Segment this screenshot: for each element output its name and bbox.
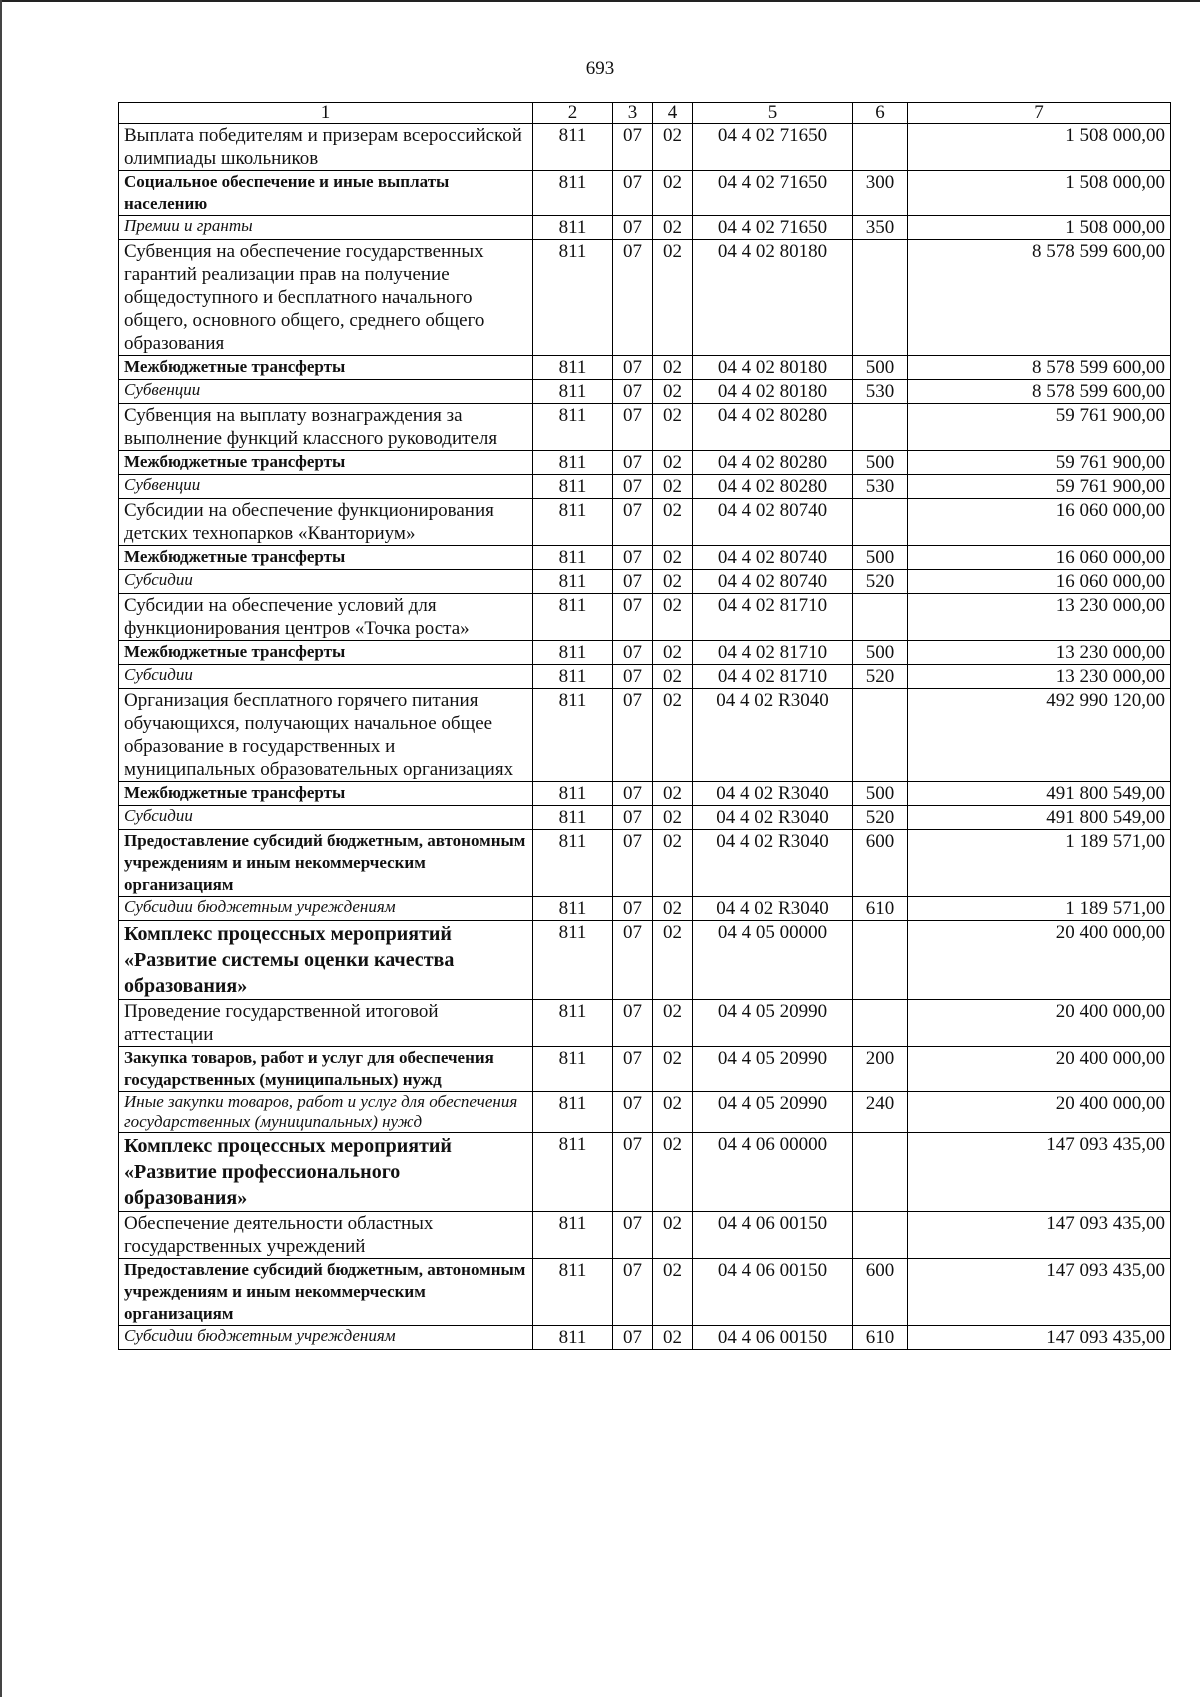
code-section: 07 [613,1000,653,1047]
code-expense-type: 520 [853,665,908,689]
code-expense-type: 520 [853,806,908,830]
code-target-article: 04 4 06 00150 [693,1259,853,1326]
header-cell: 7 [908,103,1171,124]
header-cell: 6 [853,103,908,124]
code-section: 07 [613,546,653,570]
code-subsection: 02 [653,782,693,806]
table-row [119,124,1171,171]
code-target-article: 04 4 02 80740 [693,570,853,594]
row-amount: 16 060 000,00 [908,570,1171,594]
row-description: Комплекс процессных мероприятий «Развитие профессионального образования» [119,1133,533,1212]
code-subsection: 02 [653,1212,693,1259]
code-section: 07 [613,451,653,475]
code-section: 07 [613,1212,653,1259]
table-row [119,689,1171,782]
code-ministry: 811 [533,1326,613,1350]
code-expense-type [853,404,908,451]
code-section: 07 [613,782,653,806]
header-cell: 4 [653,103,693,124]
header-cell: 5 [693,103,853,124]
code-subsection: 02 [653,1000,693,1047]
code-ministry: 811 [533,380,613,404]
table-row [119,1092,1171,1133]
table-row [119,570,1171,594]
code-ministry: 811 [533,356,613,380]
table-row [119,921,1171,1000]
table-row [119,1212,1171,1259]
code-ministry: 811 [533,689,613,782]
row-description: Субсидии [119,806,533,830]
row-amount: 13 230 000,00 [908,665,1171,689]
code-ministry: 811 [533,665,613,689]
row-description: Субсидии бюджетным учреждениям [119,897,533,921]
code-subsection: 02 [653,124,693,171]
code-section: 07 [613,1047,653,1092]
code-target-article: 04 4 02 71650 [693,216,853,240]
code-ministry: 811 [533,830,613,897]
budget-table [118,102,1171,1350]
code-ministry: 811 [533,1047,613,1092]
row-amount: 147 093 435,00 [908,1133,1171,1212]
code-target-article: 04 4 02 71650 [693,171,853,216]
code-subsection: 02 [653,451,693,475]
table-row [119,240,1171,356]
row-description: Субсидии бюджетным учреждениям [119,1326,533,1350]
row-amount: 1 508 000,00 [908,124,1171,171]
code-section: 07 [613,1326,653,1350]
code-section: 07 [613,897,653,921]
code-section: 07 [613,356,653,380]
row-description: Премии и гранты [119,216,533,240]
code-target-article: 04 4 02 80180 [693,240,853,356]
code-target-article: 04 4 02 R3040 [693,689,853,782]
row-description: Социальное обеспечение и иные выплаты населению [119,171,533,216]
code-target-article: 04 4 05 20990 [693,1000,853,1047]
code-subsection: 02 [653,830,693,897]
code-target-article: 04 4 06 00150 [693,1212,853,1259]
code-section: 07 [613,830,653,897]
code-ministry: 811 [533,1092,613,1133]
table-row [119,782,1171,806]
row-amount: 8 578 599 600,00 [908,380,1171,404]
table-row [119,665,1171,689]
code-section: 07 [613,124,653,171]
row-description: Закупка товаров, работ и услуг для обеспечения государственных (муниципальных) нужд [119,1047,533,1092]
row-description: Межбюджетные трансферты [119,782,533,806]
code-expense-type: 530 [853,475,908,499]
table-row [119,356,1171,380]
row-amount: 20 400 000,00 [908,921,1171,1000]
row-description: Предоставление субсидий бюджетным, автономным учреждениям и иным некоммерческим организациям [119,830,533,897]
code-expense-type: 520 [853,570,908,594]
table-body [119,124,1171,1350]
code-target-article: 04 4 02 80280 [693,451,853,475]
row-description: Субсидии [119,665,533,689]
header-cell: 3 [613,103,653,124]
row-description: Предоставление субсидий бюджетным, автономным учреждениям и иным некоммерческим организациям [119,1259,533,1326]
code-subsection: 02 [653,806,693,830]
table-row [119,1133,1171,1212]
row-amount: 1 508 000,00 [908,171,1171,216]
code-target-article: 04 4 02 81710 [693,594,853,641]
code-subsection: 02 [653,240,693,356]
code-subsection: 02 [653,356,693,380]
code-subsection: 02 [653,641,693,665]
table-row [119,216,1171,240]
code-ministry: 811 [533,641,613,665]
code-ministry: 811 [533,594,613,641]
code-section: 07 [613,806,653,830]
code-expense-type [853,1000,908,1047]
code-expense-type: 530 [853,380,908,404]
table-row [119,380,1171,404]
code-subsection: 02 [653,171,693,216]
row-amount: 20 400 000,00 [908,1000,1171,1047]
row-amount: 8 578 599 600,00 [908,356,1171,380]
page-number: 693 [585,58,615,79]
code-subsection: 02 [653,689,693,782]
row-amount: 147 093 435,00 [908,1212,1171,1259]
code-section: 07 [613,216,653,240]
code-section: 07 [613,240,653,356]
code-ministry: 811 [533,499,613,546]
table-row [119,1326,1171,1350]
code-expense-type: 200 [853,1047,908,1092]
row-amount: 491 800 549,00 [908,806,1171,830]
row-amount: 492 990 120,00 [908,689,1171,782]
code-section: 07 [613,641,653,665]
row-amount: 147 093 435,00 [908,1259,1171,1326]
code-ministry: 811 [533,171,613,216]
table-row [119,641,1171,665]
row-description: Субвенция на выплату вознаграждения за выполнение функций классного руководителя [119,404,533,451]
table-row [119,1000,1171,1047]
code-target-article: 04 4 02 81710 [693,641,853,665]
table-row [119,546,1171,570]
code-subsection: 02 [653,404,693,451]
code-subsection: 02 [653,897,693,921]
code-subsection: 02 [653,546,693,570]
table-row [119,830,1171,897]
row-amount: 1 189 571,00 [908,830,1171,897]
code-subsection: 02 [653,380,693,404]
row-description: Межбюджетные трансферты [119,356,533,380]
row-amount: 1 189 571,00 [908,897,1171,921]
code-expense-type: 500 [853,641,908,665]
table-row [119,499,1171,546]
code-target-article: 04 4 02 80180 [693,356,853,380]
code-section: 07 [613,689,653,782]
code-expense-type: 500 [853,546,908,570]
code-subsection: 02 [653,1047,693,1092]
code-ministry: 811 [533,1133,613,1212]
code-subsection: 02 [653,499,693,546]
code-section: 07 [613,404,653,451]
code-ministry: 811 [533,570,613,594]
row-description: Субсидии на обеспечение условий для функционирования центров «Точка роста» [119,594,533,641]
row-amount: 13 230 000,00 [908,594,1171,641]
code-expense-type: 300 [853,171,908,216]
row-amount: 491 800 549,00 [908,782,1171,806]
code-section: 07 [613,921,653,1000]
row-description: Организация бесплатного горячего питания обучающихся, получающих начальное общее образование в государственных и муниципальных образовательных организациях [119,689,533,782]
row-description: Субсидии [119,570,533,594]
row-description: Комплекс процессных мероприятий «Развитие системы оценки качества образования» [119,921,533,1000]
row-description: Межбюджетные трансферты [119,641,533,665]
code-ministry: 811 [533,1212,613,1259]
table-row [119,897,1171,921]
row-amount: 1 508 000,00 [908,216,1171,240]
code-target-article: 04 4 02 80280 [693,475,853,499]
code-subsection: 02 [653,665,693,689]
code-ministry: 811 [533,451,613,475]
code-subsection: 02 [653,1133,693,1212]
table-row [119,475,1171,499]
code-subsection: 02 [653,475,693,499]
code-section: 07 [613,1133,653,1212]
code-expense-type: 610 [853,897,908,921]
code-expense-type [853,594,908,641]
code-expense-type [853,124,908,171]
code-ministry: 811 [533,216,613,240]
row-description: Субвенции [119,380,533,404]
table-row [119,451,1171,475]
code-section: 07 [613,171,653,216]
code-expense-type: 610 [853,1326,908,1350]
code-expense-type [853,499,908,546]
code-expense-type: 500 [853,782,908,806]
code-target-article: 04 4 06 00000 [693,1133,853,1212]
header-cell: 2 [533,103,613,124]
code-subsection: 02 [653,216,693,240]
code-section: 07 [613,1259,653,1326]
code-target-article: 04 4 02 71650 [693,124,853,171]
code-subsection: 02 [653,1092,693,1133]
code-section: 07 [613,665,653,689]
table-row [119,1259,1171,1326]
code-ministry: 811 [533,921,613,1000]
row-amount: 147 093 435,00 [908,1326,1171,1350]
row-amount: 20 400 000,00 [908,1092,1171,1133]
code-subsection: 02 [653,1259,693,1326]
code-ministry: 811 [533,1000,613,1047]
code-target-article: 04 4 05 00000 [693,921,853,1000]
code-subsection: 02 [653,921,693,1000]
code-section: 07 [613,475,653,499]
code-subsection: 02 [653,594,693,641]
code-target-article: 04 4 02 81710 [693,665,853,689]
code-target-article: 04 4 02 80740 [693,499,853,546]
row-description: Межбюджетные трансферты [119,451,533,475]
table-row [119,594,1171,641]
row-description: Межбюджетные трансферты [119,546,533,570]
code-subsection: 02 [653,570,693,594]
row-amount: 59 761 900,00 [908,404,1171,451]
code-expense-type: 500 [853,356,908,380]
code-ministry: 811 [533,240,613,356]
table-row [119,1047,1171,1092]
code-subsection: 02 [653,1326,693,1350]
code-target-article: 04 4 06 00150 [693,1326,853,1350]
row-description: Иные закупки товаров, работ и услуг для обеспечения государственных (муниципальных) нужд [119,1092,533,1133]
code-target-article: 04 4 02 R3040 [693,830,853,897]
row-description: Субсидии на обеспечение функционирования детских технопарков «Кванториум» [119,499,533,546]
code-ministry: 811 [533,782,613,806]
row-amount: 20 400 000,00 [908,1047,1171,1092]
code-ministry: 811 [533,124,613,171]
code-target-article: 04 4 02 R3040 [693,782,853,806]
row-amount: 13 230 000,00 [908,641,1171,665]
table-row [119,404,1171,451]
table-row [119,171,1171,216]
code-section: 07 [613,570,653,594]
row-description: Субвенция на обеспечение государственных гарантий реализации прав на получение общедоступного и бесплатного начального общего, основного общего, среднего общего образования [119,240,533,356]
code-expense-type: 500 [853,451,908,475]
code-expense-type [853,1212,908,1259]
row-amount: 8 578 599 600,00 [908,240,1171,356]
row-description: Проведение государственной итоговой аттестации [119,1000,533,1047]
table-header-row [119,103,1171,124]
code-target-article: 04 4 05 20990 [693,1047,853,1092]
row-amount: 59 761 900,00 [908,451,1171,475]
row-description: Субвенции [119,475,533,499]
row-amount: 16 060 000,00 [908,499,1171,546]
code-expense-type [853,1133,908,1212]
code-expense-type [853,689,908,782]
code-expense-type: 600 [853,830,908,897]
code-target-article: 04 4 02 80740 [693,546,853,570]
code-ministry: 811 [533,1259,613,1326]
code-ministry: 811 [533,475,613,499]
row-description: Обеспечение деятельности областных государственных учреждений [119,1212,533,1259]
code-target-article: 04 4 02 R3040 [693,806,853,830]
code-section: 07 [613,594,653,641]
code-expense-type: 600 [853,1259,908,1326]
code-ministry: 811 [533,546,613,570]
code-section: 07 [613,1092,653,1133]
table-row [119,806,1171,830]
code-section: 07 [613,380,653,404]
code-expense-type: 240 [853,1092,908,1133]
header-cell: 1 [119,103,533,124]
code-ministry: 811 [533,806,613,830]
code-target-article: 04 4 02 80280 [693,404,853,451]
code-target-article: 04 4 05 20990 [693,1092,853,1133]
row-amount: 16 060 000,00 [908,546,1171,570]
row-amount: 59 761 900,00 [908,475,1171,499]
scan-edge-top [0,0,1200,2]
code-expense-type [853,921,908,1000]
code-ministry: 811 [533,897,613,921]
scan-edge-left [0,0,2,1697]
code-expense-type: 350 [853,216,908,240]
code-target-article: 04 4 02 80180 [693,380,853,404]
code-section: 07 [613,499,653,546]
code-expense-type [853,240,908,356]
code-ministry: 811 [533,404,613,451]
row-description: Выплата победителям и призерам всероссийской олимпиады школьников [119,124,533,171]
code-target-article: 04 4 02 R3040 [693,897,853,921]
